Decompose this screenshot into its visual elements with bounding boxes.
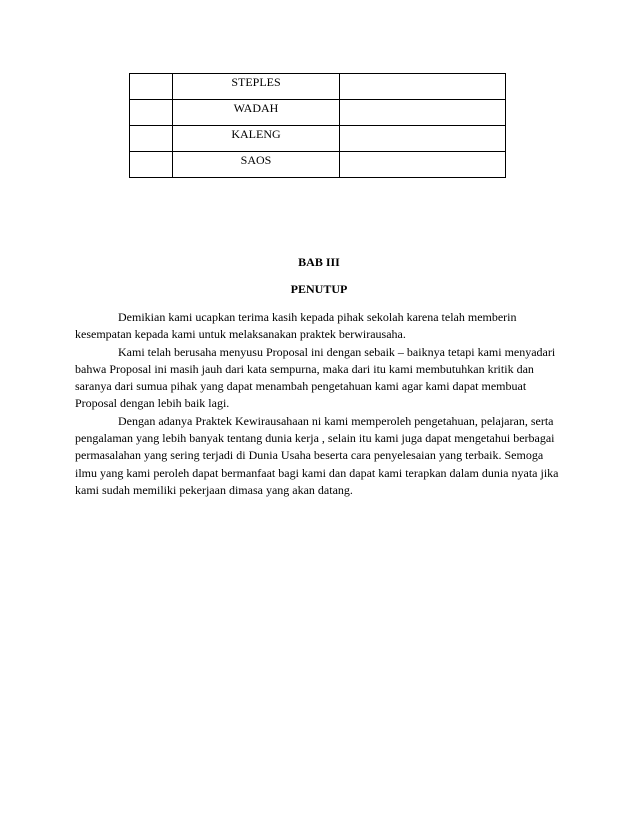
chapter-title-text: PENUTUP — [290, 282, 348, 296]
table-cell-empty — [340, 126, 506, 152]
table-cell-empty — [340, 74, 506, 100]
table-cell-empty — [130, 126, 173, 152]
table-cell-item: STEPLES — [173, 74, 340, 100]
chapter-title — [0, 282, 638, 296]
table-cell-empty — [340, 152, 506, 178]
table-row — [130, 152, 506, 178]
paragraph-apology: Kami telah berusaha menyusu Proposal ini dengan sebaik – baiknya tetapi kami menyadari bahwa Proposal ini masih jauh dari kata sempurna, maka dari itu kami membutuhkan kritik dan saranya dari sumua pihak yang dapat menambah pengetahuan kami agar kami dapat membuat Proposal dengan lebih baik lagi. — [75, 344, 556, 411]
table-cell-item: WADAH — [173, 100, 340, 126]
table-row — [130, 100, 506, 126]
table-cell-empty — [130, 152, 173, 178]
paragraph-benefits: Dengan adanya Praktek Kewirausahaan ni kami memperoleh pengetahuan, pelajaran, serta pengalaman yang lebih banyak tentang dunia kerja , selain itu kami juga dapat mengetahui berbagai permasalahan yang sering terjadi di Dunia Usaha beserta cara penyelesaian yang terbaik. Semoga ilmu yang kami peroleh dapat bermanfaat bagi kami dan dapat kami terapkan dalam dunia nyata jika kami sudah memiliki pekerjaan dimasa yang akan datang. — [75, 413, 559, 497]
items-table — [129, 73, 506, 178]
table-cell-empty — [130, 100, 173, 126]
chapter-label-text: BAB III — [298, 255, 340, 269]
table-cell-item: KALENG — [173, 126, 340, 152]
paragraph-thanks: Demikian kami ucapkan terima kasih kepada pihak sekolah karena telah memberin kesempatan kepada kami untuk melaksanakan praktek berwirausaha. — [75, 310, 517, 342]
chapter-label — [0, 255, 638, 269]
table-cell-empty — [130, 74, 173, 100]
table-cell-empty — [340, 100, 506, 126]
table-row — [130, 74, 506, 100]
table-row — [130, 126, 506, 152]
table-cell-item: SAOS — [173, 152, 340, 178]
closing-text — [75, 309, 565, 499]
